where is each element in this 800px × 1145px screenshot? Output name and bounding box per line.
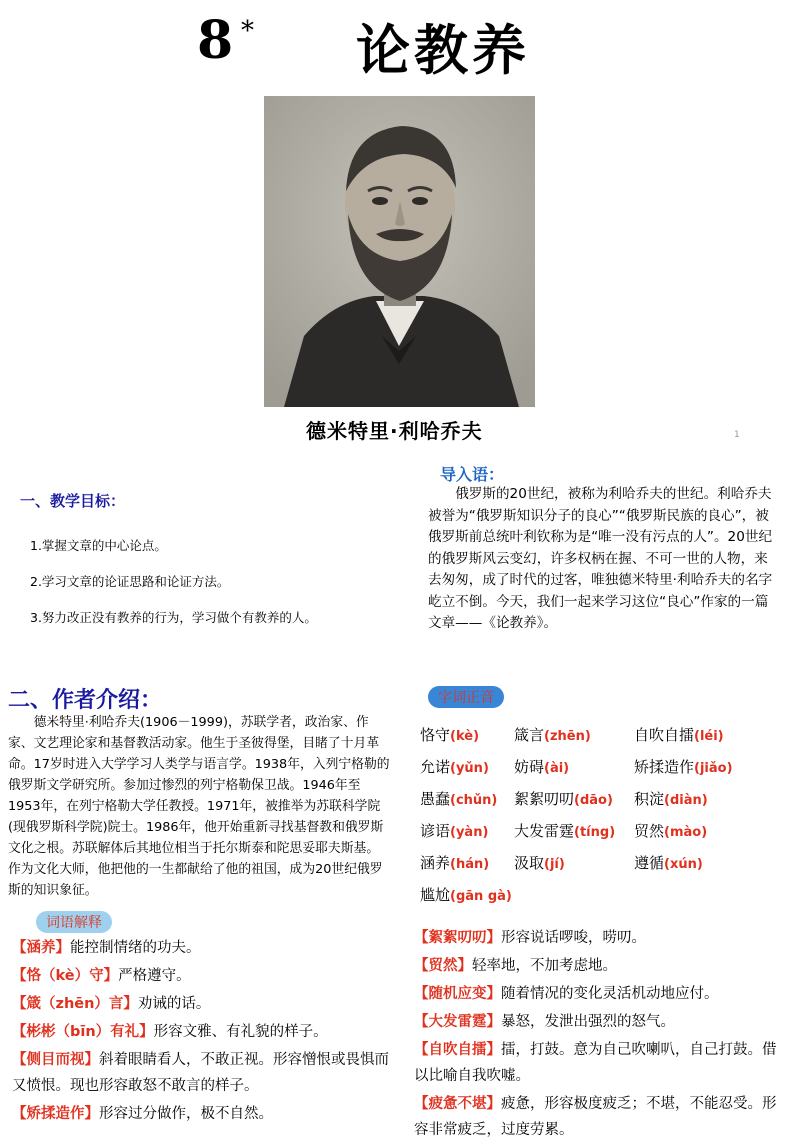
- page-title: 论教养: [356, 18, 530, 82]
- vocab-grid: [420, 718, 790, 910]
- intro-heading: 导入语：: [440, 465, 505, 484]
- vocab-item: 积淀(diàn): [634, 789, 708, 808]
- author-text: 德米特里·利哈乔夫(1906－1999)，苏联学者，政治家、作家、文艺理论家和基督教活动家。他生于圣彼得堡，目睹了十月革命。17岁时进入大学学习人类学与语言学。1938年，入列宁格勒的俄罗斯文学研究所。参加过惨烈的列宁格勒保卫战。1946年至1953年，在列宁格勒大学任教授。1971年，被推举为苏联科学院(现俄罗斯科学院)院士。1986年，他开始重新寻找基督教和俄罗斯文化之根。苏联解体后其地位相当于托尔斯泰和陀思妥耶夫斯基。作为文化大师，他把他的一生都献给了他的祖国，成为20世纪俄罗斯的知识象征。: [8, 715, 390, 898]
- glossary-item: 【疲惫不堪】疲惫，形容极度疲乏；不堪，不能忍受。形容非常疲乏，过度劳累。: [414, 1096, 777, 1138]
- vocab-item: 自吹自擂(léi): [634, 725, 724, 744]
- vocab-item: 妨碍(ài): [514, 757, 570, 776]
- glossary-item: 【矫揉造作】形容过分做作，极不自然。: [12, 1106, 273, 1122]
- vocab-item: 大发雷霆(tíng): [514, 821, 616, 840]
- vocab-row: [420, 814, 790, 846]
- vocab-item: 絮絮叨叨(dāo): [514, 789, 613, 808]
- vocab-row: [420, 846, 790, 878]
- vocab-row: [420, 878, 790, 910]
- goal-item: 3.努力改正没有教养的行为，学习做个有教养的人。: [30, 610, 317, 625]
- vocab-item: 遵循(xún): [634, 853, 703, 872]
- vocab-item: 恪守(kè): [420, 725, 480, 744]
- vocab-row: [420, 750, 790, 782]
- vocab-item: 涵养(hán): [420, 853, 490, 872]
- glossary-item: 【侧目而视】斜着眼睛看人，不敢正视。形容憎恨或畏惧而又愤恨。现也形容敢怒不敢言的样子。: [12, 1052, 389, 1094]
- glossary-item: 【贸然】轻率地，不加考虑地。: [414, 958, 617, 974]
- vocab-item: 箴言(zhēn): [514, 725, 591, 744]
- glossary-left: [12, 935, 392, 1129]
- vocab-item: 贸然(mào): [634, 821, 708, 840]
- intro-text: 俄罗斯的20世纪，被称为利哈乔夫的世纪。利哈乔夫被誉为“俄罗斯知识分子的良心”“俄罗斯民族的良心”，被俄罗斯前总统叶利钦称为是“唯一没有污点的人”。20世纪的俄罗斯风云变幻，许多权柄在握、不可一世的人物，来去匆匆，成了时代的过客，唯独德米特里·利哈乔夫的名字屹立不倒。今天，我们一起来学习这位“良心”作家的一篇文章——《论教养》。: [428, 486, 773, 631]
- vocab-item: 汲取(jí): [514, 853, 565, 872]
- vocab-item: 愚蠢(chǔn): [420, 789, 498, 808]
- glossary-item: 【彬彬（bīn）有礼】形容文雅、有礼貌的样子。: [12, 1024, 328, 1040]
- goals-list: [30, 528, 317, 636]
- vocab-item: 谚语(yàn): [420, 821, 489, 840]
- vocab-badge: 字词正音: [428, 686, 504, 708]
- glossary-item: 【自吹自擂】擂，打鼓。意为自己吹喇叭，自己打鼓。借以比喻自我吹嘘。: [414, 1042, 777, 1084]
- glossary-item: 【箴（zhēn）言】劝诫的话。: [12, 996, 211, 1012]
- goal-item: 1.掌握文章的中心论点。: [30, 538, 167, 553]
- vocab-item: 矫揉造作(jiǎo): [634, 757, 733, 776]
- vocab-item: 尴尬(gān gà): [420, 885, 512, 904]
- glossary-item: 【絮絮叨叨】形容说话啰唆，唠叨。: [414, 930, 646, 946]
- portrait-caption: 德米特里·利哈乔夫: [306, 419, 483, 443]
- glossary-item: 【恪（kè）守】严格遵守。: [12, 968, 191, 984]
- glossary-item: 【大发雷霆】暴怒，发泄出强烈的怒气。: [414, 1014, 675, 1030]
- glossary-item: 【随机应变】随着情况的变化灵活机动地应付。: [414, 986, 719, 1002]
- optional-lesson-star: *: [241, 16, 254, 46]
- vocab-row: [420, 718, 790, 750]
- glossary-badge: 词语解释: [36, 911, 112, 933]
- lesson-number: 8: [197, 10, 234, 71]
- vocab-item: 允诺(yǔn): [420, 757, 489, 776]
- page-number: 1: [734, 430, 740, 440]
- goal-item: 2.学习文章的论证思路和论证方法。: [30, 574, 230, 589]
- glossary-item: 【涵养】能控制情绪的功夫。: [12, 940, 201, 956]
- author-portrait: [264, 96, 535, 407]
- goals-heading: 一、教学目标：: [20, 492, 126, 510]
- vocab-row: [420, 782, 790, 814]
- author-heading: 二、作者介绍：: [8, 688, 163, 713]
- glossary-right: [414, 925, 790, 1145]
